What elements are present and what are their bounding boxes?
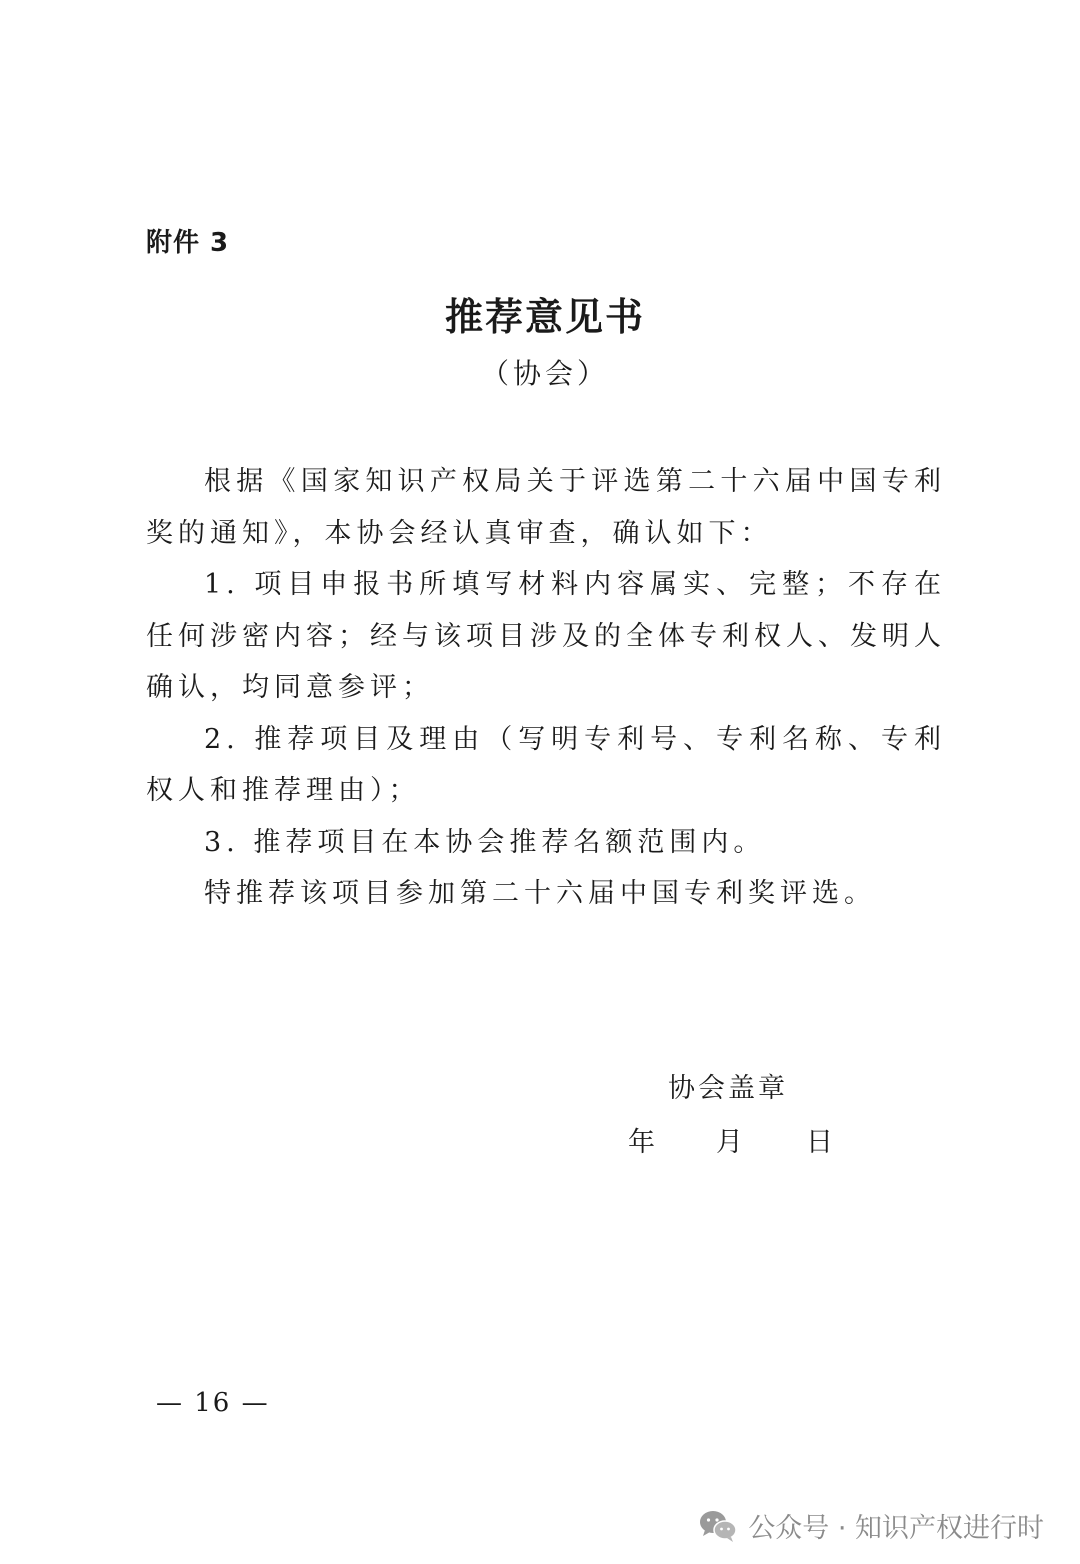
day-label: 日 bbox=[806, 1127, 833, 1158]
attachment-label: 附件 3 bbox=[146, 228, 230, 258]
seal-label: 协会盖章 bbox=[668, 1073, 788, 1104]
page-number: — 16 — bbox=[156, 1388, 270, 1418]
document-title: 推荐意见书 bbox=[444, 295, 645, 339]
closing-paragraph: 特推荐该项目参加第二十六届中国专利奖评选。 bbox=[204, 878, 876, 909]
document-body bbox=[146, 456, 946, 920]
item-3-paragraph: 3. 推荐项目在本协会推荐名额范围内。 bbox=[204, 826, 766, 858]
year-label: 年 bbox=[628, 1127, 655, 1158]
item-2-paragraph: 2. 推荐项目及理由（写明专利号、专利名称、专利权人和推荐理由）； bbox=[146, 723, 946, 806]
month-label: 月 bbox=[716, 1127, 743, 1158]
item-1-paragraph: 1. 项目申报书所填写材料内容属实、完整；不存在任何涉密内容；经与该项目涉及的全体专利权人、发明人确认，均同意参评； bbox=[146, 569, 946, 703]
watermark bbox=[698, 1506, 1044, 1545]
intro-paragraph: 根据《国家知识产权局关于评选第二十六届中国专利奖的通知》，本协会经认真审查，确认如下： bbox=[146, 466, 946, 549]
wechat-icon bbox=[698, 1509, 738, 1543]
watermark-text: 公众号 · 知识产权进行时 bbox=[748, 1513, 1044, 1544]
document-subtitle: （协会） bbox=[480, 357, 609, 390]
